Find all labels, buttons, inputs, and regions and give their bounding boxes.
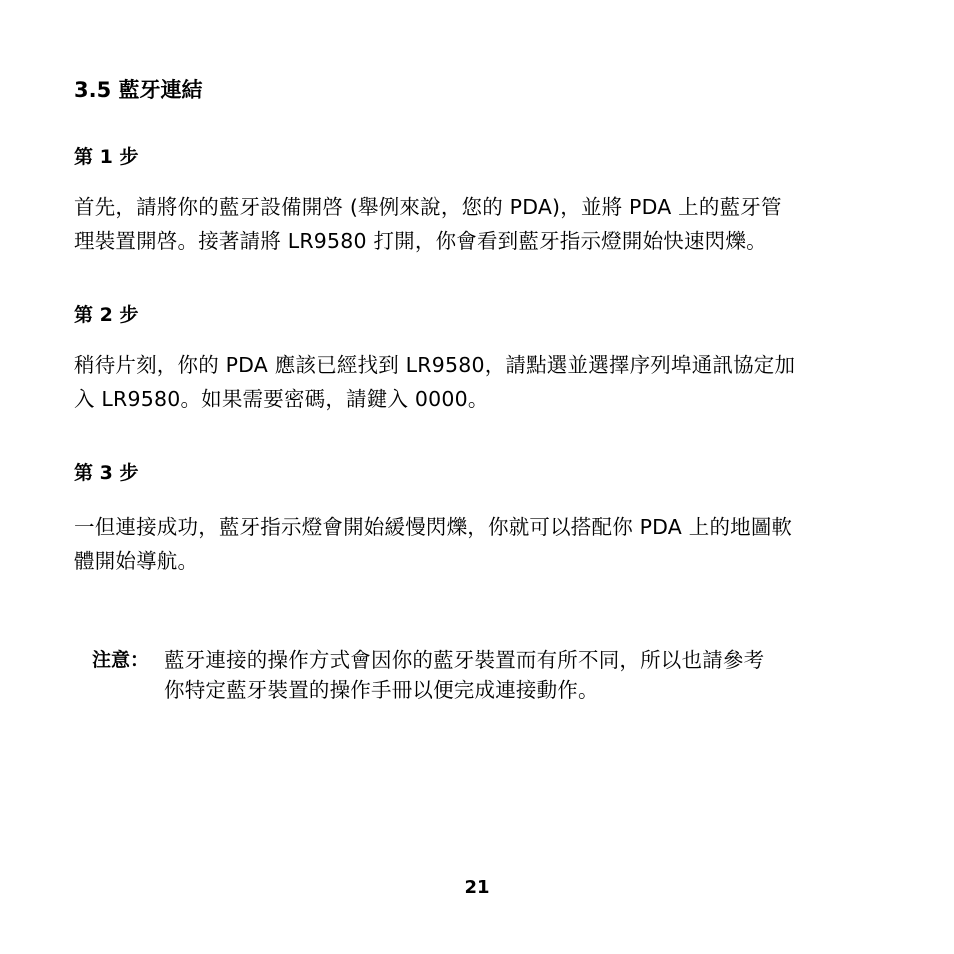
section-title: 3.5 藍牙連結	[74, 78, 203, 102]
step-1-line-1: 首先，請將你的藍牙設備開啓 (舉例來說，您的 PDA)，並將 PDA 上的藍牙管	[74, 195, 782, 219]
step-3-line-1: 一但連接成功，藍牙指示燈會開始緩慢閃爍，你就可以搭配你 PDA 上的地圖軟	[74, 515, 793, 539]
note-line-2: 你特定藍牙裝置的操作手冊以便完成連接動作。	[164, 678, 599, 702]
step-1-paragraph	[74, 190, 882, 258]
step-2-line-2: 入 LR9580。如果需要密碼，請鍵入 0000。	[74, 387, 489, 411]
step-3-paragraph	[74, 510, 882, 578]
step-3-heading: 第 3 步	[74, 462, 139, 484]
step-2-line-1: 稍待片刻，你的 PDA 應該已經找到 LR9580，請點選並選擇序列埠通訊協定加	[74, 353, 796, 377]
page-number: 21	[464, 877, 490, 898]
note-line-1: 藍牙連接的操作方式會因你的藍牙裝置而有所不同，所以也請參考	[164, 648, 765, 672]
step-1-line-2: 理裝置開啓。接著請將 LR9580 打開，你會看到藍牙指示燈開始快速閃爍。	[74, 229, 767, 253]
note-label: 注意：	[92, 649, 150, 671]
note-body	[164, 645, 764, 705]
step-2-heading: 第 2 步	[74, 304, 139, 326]
step-1-heading: 第 1 步	[74, 146, 139, 168]
step-2-paragraph	[74, 348, 882, 416]
step-3-line-2: 體開始導航。	[74, 549, 199, 573]
